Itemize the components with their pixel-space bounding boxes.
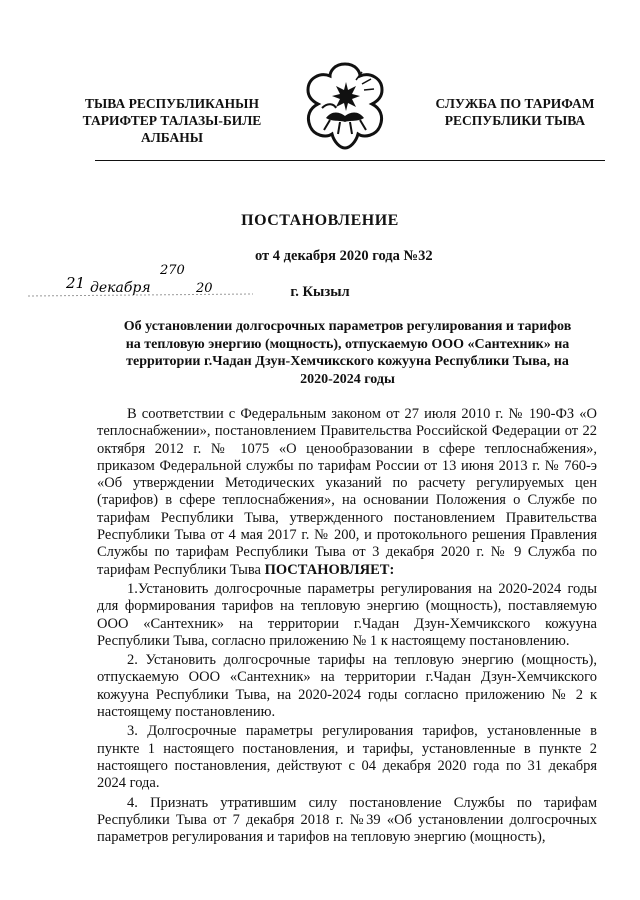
decree-item: 2. Установить долгосрочные тарифы на тепловую энергию (мощность), отпускаемую ООО «Сантехник» на территории г.Чадан Дзун-Хемчикского кожууна Республики Тыва, на 2020-2024 годы согласно приложению № 2 к настоящему постановлению. — [97, 652, 597, 721]
handwritten-day: 21 — [66, 274, 86, 292]
republic-emblem-icon — [300, 60, 390, 150]
decree-word: ПОСТАНОВЛЯЕТ: — [264, 561, 395, 578]
header-left-line: ТАРИФТЕР ТАЛАЗЫ-БИЛЕ — [82, 113, 262, 128]
intro-paragraph — [97, 406, 597, 579]
intro-text: В соответствии с Федеральным законом от 27 июля 2010 г. № 190-ФЗ «О теплоснабжении», постановлением Правительства Российской Федерации от 22 октября 2012 г. № 1075 «О ценообразовании в сфере теплоснабжения», приказом Федеральной службы по тарифам России от 13 июня 2013 г. № 760-э «Об утверждении Методических указаний по расчету регулируемых цен (тарифов) в сфере теплоснабжения», на основании Положения о Службе по тарифам Республики Тыва, утвержденного постановлением Правительства Республики Тыва от 4 мая 2017 г. № 200, и протокольного решения Правления Службы по тарифам Республики Тыва от 3 декабря 2020 г. № 9 Служба по тарифам Республики Тыва — [97, 406, 597, 578]
decree-item: 4. Признать утратившим силу постановление Службы по тарифам Республики Тыва от 7 декабря 2018 г. №39 «Об установлении долгосрочных параметров регулирования и тарифов на тепловую энергию (мощность), — [97, 794, 597, 846]
decree-item: 1.Установить долгосрочные параметры регулирования на 2020-2024 годы для формирования тарифов на тепловую энергию (мощность), поставляемую ООО «Сантехник» на территории г.Чадан Дзун-Хемчикского кожууна Республики Тыва, согласно приложению № 1 к настоящему постановлению. — [97, 580, 597, 649]
handwritten-year: 20 — [196, 281, 213, 296]
header-left-line: ТЫВА РЕСПУБЛИКАНЫН — [85, 96, 259, 111]
handwritten-month: декабря — [90, 280, 151, 296]
document-date: от 4 декабря 2020 года №32 — [255, 248, 433, 264]
title-line: территории г.Чадан Дзун-Хемчикского кожууна Республики Тыва, на — [126, 354, 569, 369]
document-place: г. Кызыл — [290, 284, 350, 300]
handwritten-number: 270 — [160, 263, 185, 278]
document-type: ПОСТАНОВЛЕНИЕ — [241, 212, 399, 229]
header-right-line: СЛУЖБА ПО ТАРИФАМ — [435, 96, 595, 111]
header-left-org — [72, 95, 272, 146]
document-title — [100, 318, 595, 388]
header-right-org — [420, 95, 610, 129]
title-line: на тепловую энергию (мощность), отпускаемую ООО «Сантехник» на — [125, 336, 570, 352]
title-line: Об установлении долгосрочных параметров регулирования и тарифов — [123, 319, 572, 334]
document-body — [97, 406, 597, 846]
header-left-line: АЛБАНЫ — [140, 130, 204, 145]
header-divider — [95, 160, 605, 161]
handwritten-registration — [28, 258, 258, 308]
header-right-line: РЕСПУБЛИКИ ТЫВА — [444, 113, 586, 128]
decree-item: 3. Долгосрочные параметры регулирования тарифов, установленные в пункте 1 настоящего постановления, и тарифы, установленные в пункте 2 настоящего постановления, действуют с 04 декабря 2020 года по 31 декабря 2024 года. — [97, 723, 597, 792]
title-line: 2020-2024 годы — [300, 371, 395, 387]
